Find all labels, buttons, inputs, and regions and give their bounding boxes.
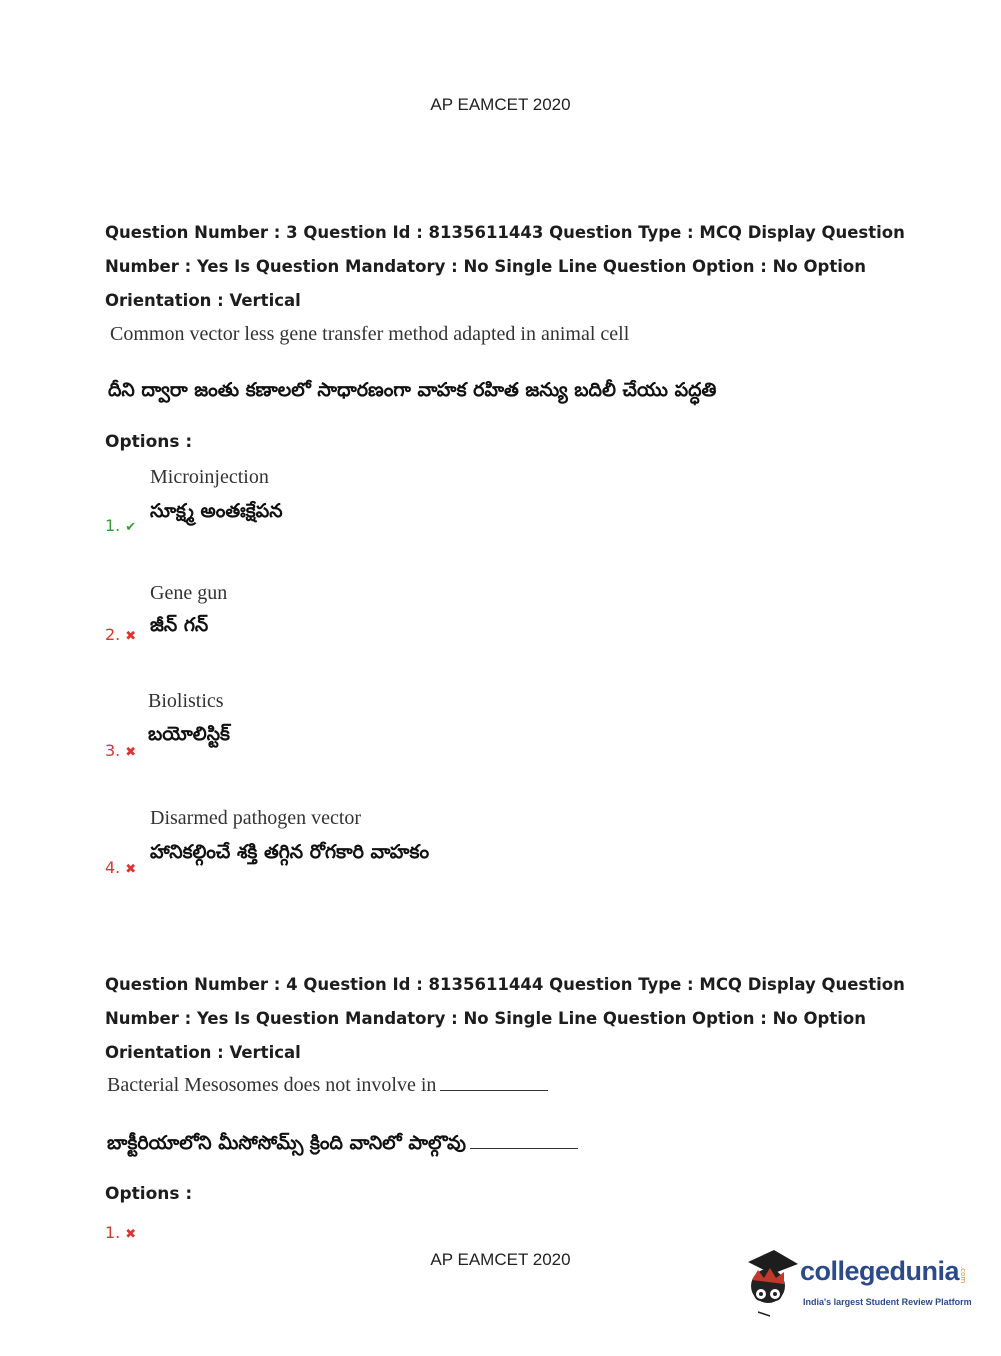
check-icon: ✔ — [125, 520, 137, 535]
q3-option-3-telugu: బయోలిస్టిక్ — [148, 723, 230, 745]
cross-icon: ✖ — [125, 745, 137, 760]
q3-option-2-marker — [105, 625, 136, 644]
q3-option-3-number: 3. — [105, 741, 121, 760]
page-header-title: AP EAMCET 2020 — [430, 95, 571, 114]
q4-option-1-number: 1. — [105, 1223, 121, 1242]
question-3-meta-line-1: Question Number : 3 Question Id : 8135611443 Question Type : MCQ Display Question — [105, 223, 905, 242]
question-4-text-english-line — [107, 1074, 548, 1097]
logo-suffix: .com — [959, 1266, 967, 1284]
q3-option-4-number: 4. — [105, 858, 121, 877]
question-3-meta-line-3: Orientation : Vertical — [105, 291, 301, 310]
answer-blank — [470, 1148, 578, 1149]
q3-option-1-telugu: సూక్ష్మ అంతఃక్షేపన — [150, 500, 283, 522]
question-4-text-english: Bacterial Mesosomes does not involve in — [107, 1074, 437, 1096]
q3-option-4-marker — [105, 858, 136, 877]
answer-blank — [440, 1090, 548, 1091]
q3-option-1-number: 1. — [105, 516, 121, 535]
q3-option-4-english: Disarmed pathogen vector — [150, 807, 362, 829]
question-4-options-label: Options : — [105, 1184, 193, 1204]
q3-option-4-telugu: హానికల్గించే శక్తి తగ్గిన రోగకారి వాహకం — [150, 841, 430, 863]
question-4-text-telugu: బాక్టీరియాలోని మీసోసోమ్స్ క్రింది వానిలో పాల్గొవు — [107, 1132, 466, 1154]
student-mascot-icon — [740, 1248, 802, 1320]
question-3-text-telugu: దీని ద్వారా జంతు కణాలలో సాధారణంగా వాహక రహిత జన్యు బదిలీ చేయు పద్ధతి — [108, 379, 717, 401]
question-4-text-telugu-line — [107, 1132, 578, 1159]
cross-icon: ✖ — [125, 862, 137, 877]
collegedunia-logo — [740, 1248, 970, 1320]
q3-option-3-english: Biolistics — [148, 690, 224, 712]
question-3-text-english: Common vector less gene transfer method adapted in animal cell — [110, 323, 630, 345]
logo-tagline: India's largest Student Review Platform — [803, 1297, 972, 1307]
question-4-meta-line-1: Question Number : 4 Question Id : 8135611444 Question Type : MCQ Display Question — [105, 975, 905, 994]
question-3-meta — [105, 216, 905, 318]
cross-icon: ✖ — [125, 629, 137, 644]
question-4-meta — [105, 968, 905, 1070]
question-3-options-label: Options : — [105, 432, 193, 452]
q3-option-2-english: Gene gun — [150, 582, 228, 604]
question-4-meta-line-3: Orientation : Vertical — [105, 1043, 301, 1062]
q3-option-1-english: Microinjection — [150, 466, 269, 488]
question-4-meta-line-2: Number : Yes Is Question Mandatory : No Single Line Question Option : No Option — [105, 1009, 866, 1028]
q3-option-3-marker — [105, 741, 136, 760]
q3-option-2-telugu: జీన్ గన్ — [150, 614, 209, 636]
q4-option-1-marker — [105, 1223, 136, 1242]
q3-option-2-number: 2. — [105, 625, 121, 644]
q3-option-1-marker — [105, 516, 136, 535]
question-3-meta-line-2: Number : Yes Is Question Mandatory : No Single Line Question Option : No Option — [105, 257, 866, 276]
cross-icon: ✖ — [125, 1227, 137, 1242]
page-footer-title: AP EAMCET 2020 — [430, 1250, 571, 1269]
logo-wordmark: collegedunia — [800, 1256, 960, 1286]
